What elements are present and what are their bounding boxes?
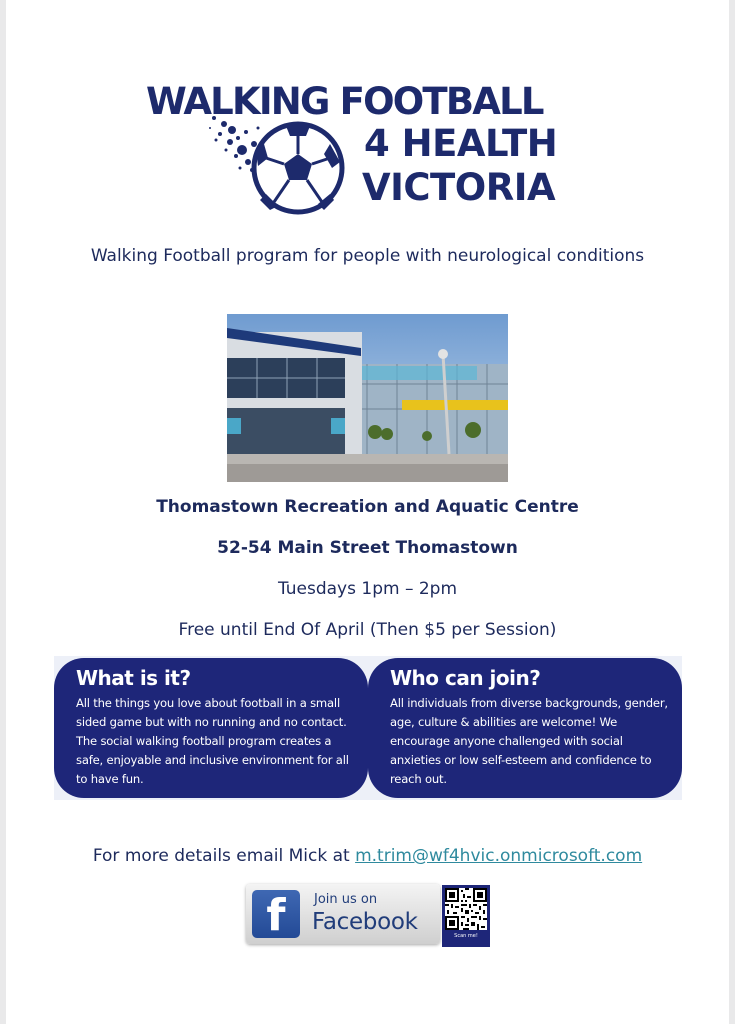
qr-code-label: Scan me! (454, 933, 478, 939)
venue-address: 52-54 Main Street Thomastown (217, 538, 518, 558)
tagline: Walking Football program for people with neurological conditions (90, 246, 645, 266)
what-is-it-card (54, 658, 368, 798)
contact-email-link[interactable]: m.trim@wf4hvic.onmicrosoft.com (355, 846, 643, 866)
logo (146, 80, 586, 220)
logo-subtitle: 4 HEALTH (364, 122, 558, 165)
session-schedule: Tuesdays 1pm – 2pm (277, 579, 458, 599)
qr-code[interactable] (442, 885, 490, 947)
what-is-it-body: All the things you love about football in a small sided game but with no running and no contact. The social walking football program creates a safe, enjoyable and inclusive environment for all to have fun. (76, 696, 349, 786)
facebook-icon: f (252, 890, 300, 938)
venue-name: Thomastown Recreation and Aquatic Centre (156, 497, 579, 517)
what-is-it-title: What is it? (76, 666, 191, 690)
contact-line (0, 846, 735, 866)
facebook-join-text: Join us on (314, 892, 378, 907)
facebook-name: Facebook (312, 909, 418, 935)
info-panel (54, 656, 682, 800)
logo-title: WALKING FOOTBALL (146, 80, 543, 123)
who-can-join-title: Who can join? (390, 666, 541, 690)
who-can-join-card (368, 658, 682, 798)
qr-code-icon (445, 888, 487, 930)
logo-region: VICTORIA (362, 166, 556, 209)
football-icon (206, 110, 346, 220)
who-can-join-body: All individuals from diverse backgrounds, gender, age, culture & abilities are welcome! We encourage anyone challenged with social anxieties or low self-esteem and confidence to reach out. (390, 696, 668, 786)
venue-photo (227, 314, 508, 482)
facebook-badge[interactable] (246, 884, 440, 944)
contact-prefix: For more details email Mick at (92, 846, 356, 866)
session-pricing: Free until End Of April (Then $5 per Session) (178, 620, 557, 640)
